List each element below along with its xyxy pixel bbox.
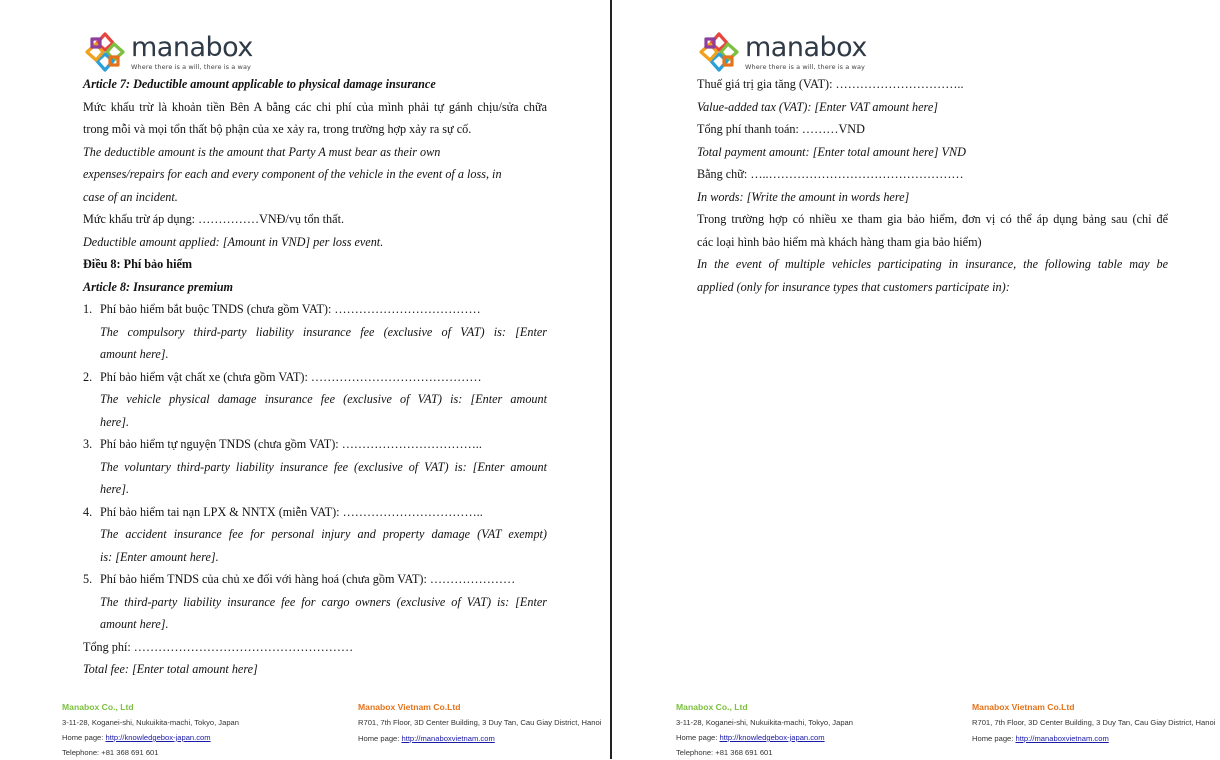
total-payment-en: Total payment amount: [Enter total amount here] VND bbox=[697, 144, 966, 159]
article-8-heading-en: Article 8: Insurance premium bbox=[83, 279, 233, 294]
deductible-amount-en: Deductible amount applied: [Amount in VND] per loss event. bbox=[83, 234, 384, 249]
logo-wordmark: manabox bbox=[745, 31, 867, 63]
left-page-body bbox=[83, 73, 547, 681]
item-en: here]. bbox=[100, 414, 129, 429]
vat-en: Value-added tax (VAT): [Enter VAT amount here] bbox=[697, 99, 938, 114]
item-en: amount here]. bbox=[100, 347, 169, 361]
item-en: amount here]. bbox=[100, 617, 169, 631]
page-divider bbox=[610, 0, 612, 759]
paragraph-line: Mức khấu trừ là khoản tiền Bên A bằng các chi phí của mình phải tự gánh chịu/sửa chữa bbox=[83, 99, 547, 114]
item-en: The compulsory third-party liability insurance fee (exclusive of VAT) is: [Enter bbox=[100, 324, 547, 339]
item-en: here]. bbox=[100, 482, 129, 496]
footer-japan bbox=[676, 700, 853, 760]
company-name: Manabox Co., Ltd bbox=[62, 702, 134, 712]
deductible-amount-vi: Mức khấu trừ áp dụng: ……………VNĐ/vụ tổn thất. bbox=[83, 212, 344, 226]
homepage-link[interactable]: http://manaboxvietnam.com bbox=[1015, 734, 1109, 743]
company-address: 3-11-28, Koganei-shi, Nukuikita-machi, Tokyo, Japan bbox=[62, 718, 239, 727]
right-page-body bbox=[697, 73, 1168, 298]
logo-tagline: Where there is a will, there is a way bbox=[745, 62, 865, 71]
article-7-heading: Article 7: Deductible amount applicable to physical damage insurance bbox=[83, 77, 436, 91]
total-fee-vi: Tổng phí: ……………………………………………… bbox=[83, 639, 354, 654]
item-number: 4. bbox=[83, 504, 93, 519]
premium-item bbox=[83, 433, 547, 501]
item-vi: Phí bảo hiểm tự nguyện TNDS (chưa gồm VAT): …………………………….. bbox=[100, 437, 482, 451]
company-address: R701, 7th Floor, 3D Center Building, 3 Duy Tan, Cau Giay District, Hanoi bbox=[358, 718, 602, 727]
item-en: The voluntary third-party liability insurance fee (exclusive of VAT) is: [Enter amount bbox=[100, 459, 547, 474]
in-words-en: In words: [Write the amount in words here] bbox=[697, 189, 910, 204]
paragraph-line: expenses/repairs for each and every component of the vehicle in the event of a loss, in bbox=[83, 167, 502, 181]
paragraph-line: case of an incident. bbox=[83, 189, 178, 204]
total-fee-en: Total fee: [Enter total amount here] bbox=[83, 662, 258, 676]
homepage-label: Home page: bbox=[676, 733, 720, 742]
item-en: is: [Enter amount here]. bbox=[100, 549, 219, 564]
item-vi: Phí bảo hiểm bắt buộc TNDS (chưa gồm VAT): ……………………………… bbox=[100, 302, 481, 316]
homepage-label: Home page: bbox=[62, 733, 106, 742]
manabox-flower-icon bbox=[83, 30, 127, 74]
manabox-logo bbox=[697, 30, 867, 74]
premium-item bbox=[83, 298, 547, 366]
paragraph-line: Trong trường hợp có nhiều xe tham gia bảo hiểm, đơn vị có thể áp dụng bảng sau (chỉ để bbox=[697, 212, 1168, 226]
item-en: The accident insurance fee for personal injury and property damage (VAT exempt) bbox=[100, 527, 547, 541]
homepage-link[interactable]: http://knowledgebox-japan.com bbox=[719, 733, 825, 742]
logo-wordmark: manabox bbox=[131, 31, 253, 63]
item-vi: Phí bảo hiểm vật chất xe (chưa gồm VAT): …………………………………… bbox=[100, 369, 482, 384]
homepage-label: Home page: bbox=[358, 734, 402, 743]
paragraph-line: trong mỗi và mọi tổn thất bộ phận của xe xảy ra, trong trường hợp xảy ra sự cố. bbox=[83, 122, 472, 136]
manabox-logo bbox=[83, 30, 253, 74]
footer-vietnam bbox=[358, 700, 603, 746]
item-vi: Phí bảo hiểm tai nạn LPX & NNTX (miễn VAT): …………………………….. bbox=[100, 504, 483, 519]
premium-item bbox=[83, 366, 547, 434]
company-name: Manabox Vietnam Co.Ltd bbox=[358, 702, 461, 712]
in-words-vi: Bằng chữ: …..………………………………………… bbox=[697, 167, 964, 181]
premium-item bbox=[83, 568, 547, 636]
homepage-label: Home page: bbox=[972, 734, 1016, 743]
manabox-flower-icon bbox=[697, 30, 741, 74]
item-en: The vehicle physical damage insurance fee (exclusive of VAT) is: [Enter amount bbox=[100, 392, 547, 406]
item-number: 2. bbox=[83, 369, 93, 384]
vat-vi: Thuế giá trị gia tăng (VAT): ………………………….. bbox=[697, 77, 964, 91]
paragraph-line: applied (only for insurance types that customers participate in): bbox=[697, 279, 1010, 294]
company-telephone: Telephone: +81 368 691 601 bbox=[676, 748, 773, 757]
paragraph-line: The deductible amount is the amount that Party A must bear as their own bbox=[83, 144, 441, 159]
premium-list bbox=[83, 298, 547, 636]
company-name: Manabox Vietnam Co.Ltd bbox=[972, 702, 1075, 712]
article-8-heading-vi: Điều 8: Phí bảo hiểm bbox=[83, 257, 193, 271]
company-address: 3-11-28, Koganei-shi, Nukuikita-machi, Tokyo, Japan bbox=[676, 718, 853, 727]
logo-tagline: Where there is a will, there is a way bbox=[131, 62, 251, 71]
item-en: The third-party liability insurance fee for cargo owners (exclusive of VAT) is: [Enter bbox=[100, 594, 547, 609]
document-page-left bbox=[0, 0, 609, 759]
item-number: 3. bbox=[83, 437, 93, 451]
premium-item bbox=[83, 501, 547, 569]
paragraph-line: In the event of multiple vehicles participating in insurance, the following table may be bbox=[697, 257, 1168, 271]
homepage-link[interactable]: http://knowledgebox-japan.com bbox=[105, 733, 211, 742]
footer-japan bbox=[62, 700, 239, 760]
total-payment-vi: Tổng phí thanh toán: ………VND bbox=[697, 122, 865, 136]
homepage-link[interactable]: http://manaboxvietnam.com bbox=[401, 734, 495, 743]
footer-vietnam bbox=[972, 700, 1217, 746]
paragraph-line: các loại hình bảo hiểm mà khách hàng tham gia bảo hiểm) bbox=[697, 234, 982, 249]
item-number: 1. bbox=[83, 302, 93, 316]
item-number: 5. bbox=[83, 572, 93, 586]
item-vi: Phí bảo hiểm TNDS của chủ xe đối với hàng hoá (chưa gồm VAT): ………………… bbox=[100, 572, 516, 586]
company-address: R701, 7th Floor, 3D Center Building, 3 Duy Tan, Cau Giay District, Hanoi bbox=[972, 718, 1216, 727]
company-telephone: Telephone: +81 368 691 601 bbox=[62, 748, 159, 757]
company-name: Manabox Co., Ltd bbox=[676, 702, 748, 712]
document-page-right bbox=[613, 0, 1220, 759]
